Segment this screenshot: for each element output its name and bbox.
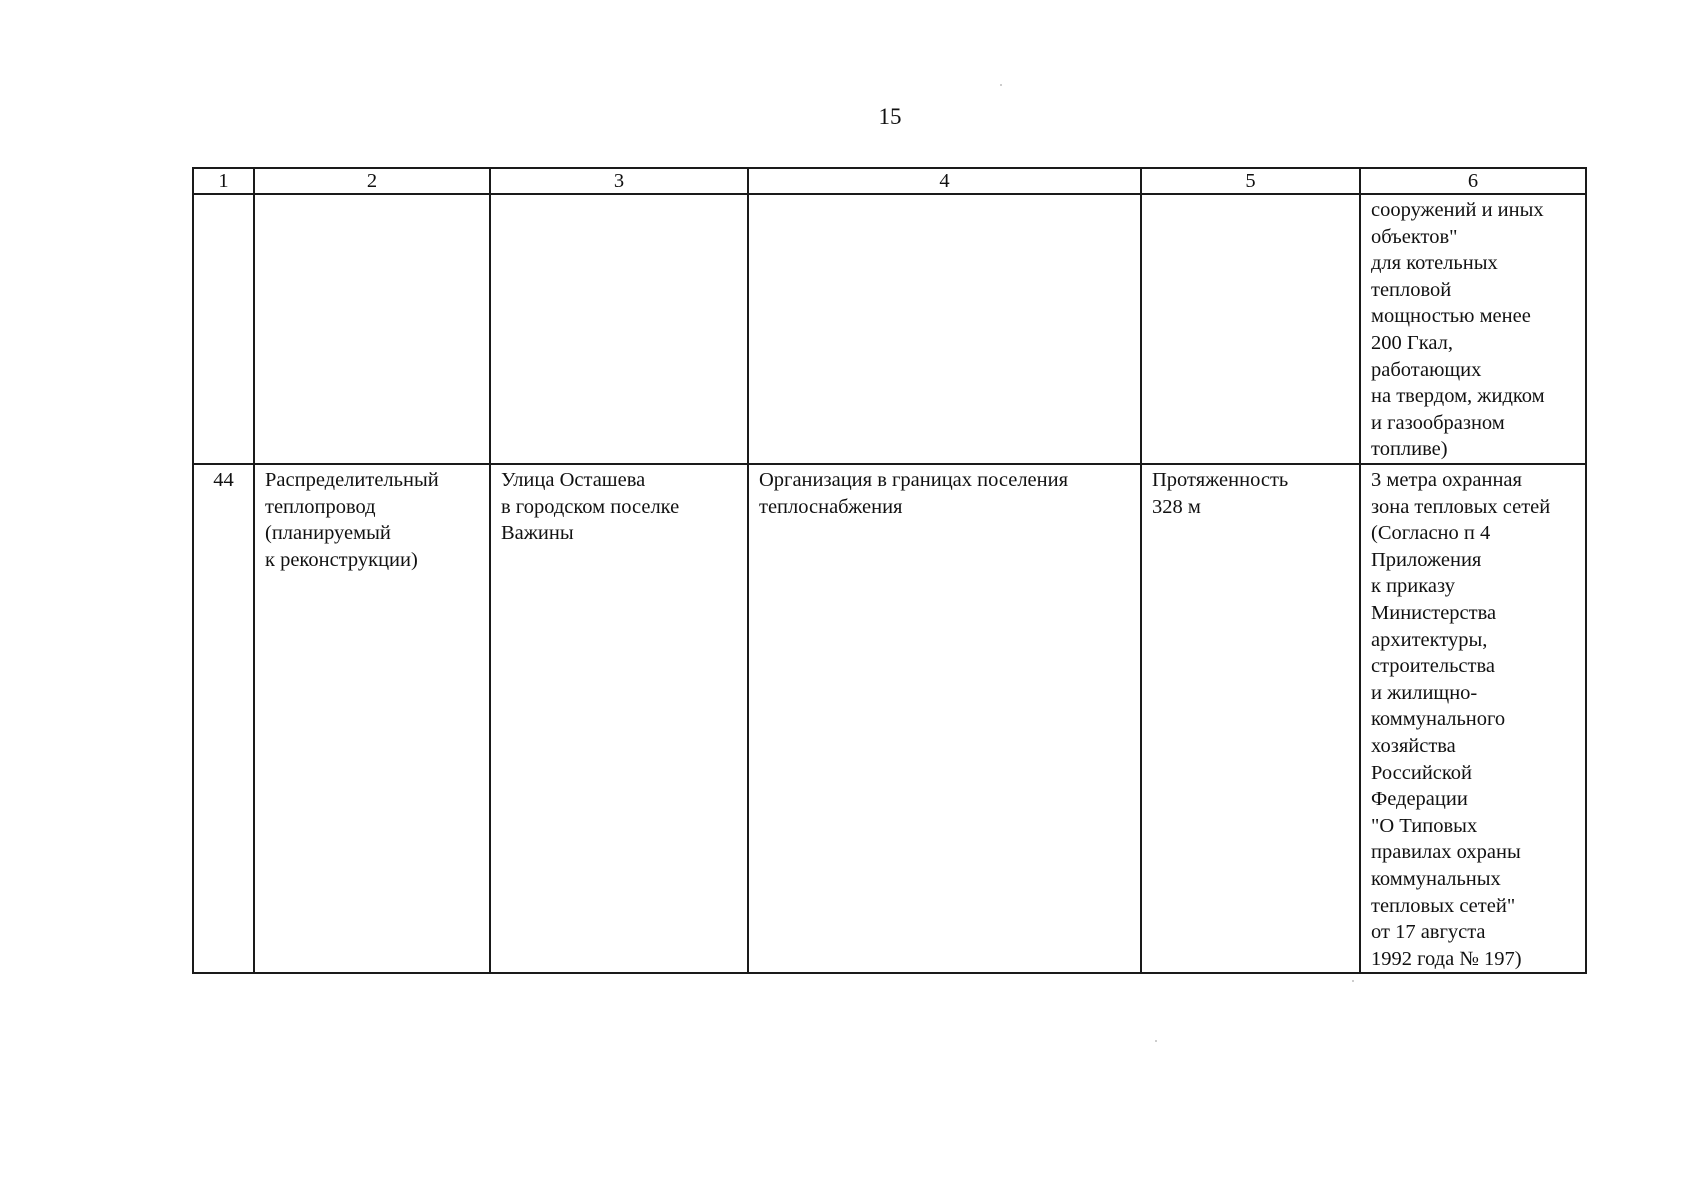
column-header-5: 5 xyxy=(1141,168,1360,194)
scan-speck xyxy=(1000,84,1002,86)
cell-protection-zone: сооружений и иных объектов" для котельных тепловой мощностью менее 200 Гкал, работающих на твердом, жидком и газообразном топливе) xyxy=(1360,194,1586,464)
cell-number: 44 xyxy=(193,464,254,973)
table-row xyxy=(193,464,1586,973)
cell-characteristics xyxy=(1141,194,1360,464)
table-header-row xyxy=(193,168,1586,194)
cell-characteristics: Протяженность 328 м xyxy=(1141,464,1360,973)
cell-number xyxy=(193,194,254,464)
column-header-6: 6 xyxy=(1360,168,1586,194)
cell-protection-zone: 3 метра охранная зона тепловых сетей (Согласно п 4 Приложения к приказу Министерства архитектуры, строительства и жилищно- коммунального хозяйства Российской Федерации "О Типовых правилах охраны коммунальных тепловых сетей" от 17 августа 1992 года № 197) xyxy=(1360,464,1586,973)
scan-speck xyxy=(1155,1040,1157,1042)
cell-object-name: Распределительный теплопровод (планируемый к реконструкции) xyxy=(254,464,490,973)
scan-speck xyxy=(1352,980,1354,982)
column-header-3: 3 xyxy=(490,168,748,194)
column-header-4: 4 xyxy=(748,168,1141,194)
cell-purpose xyxy=(748,194,1141,464)
page-number: 15 xyxy=(878,104,902,129)
cell-purpose: Организация в границах поселения теплоснабжения xyxy=(748,464,1141,973)
column-header-1: 1 xyxy=(193,168,254,194)
cell-location xyxy=(490,194,748,464)
table-row xyxy=(193,194,1586,464)
cell-location: Улица Осташева в городском поселке Важины xyxy=(490,464,748,973)
data-table xyxy=(192,167,1587,974)
cell-object-name xyxy=(254,194,490,464)
column-header-2: 2 xyxy=(254,168,490,194)
